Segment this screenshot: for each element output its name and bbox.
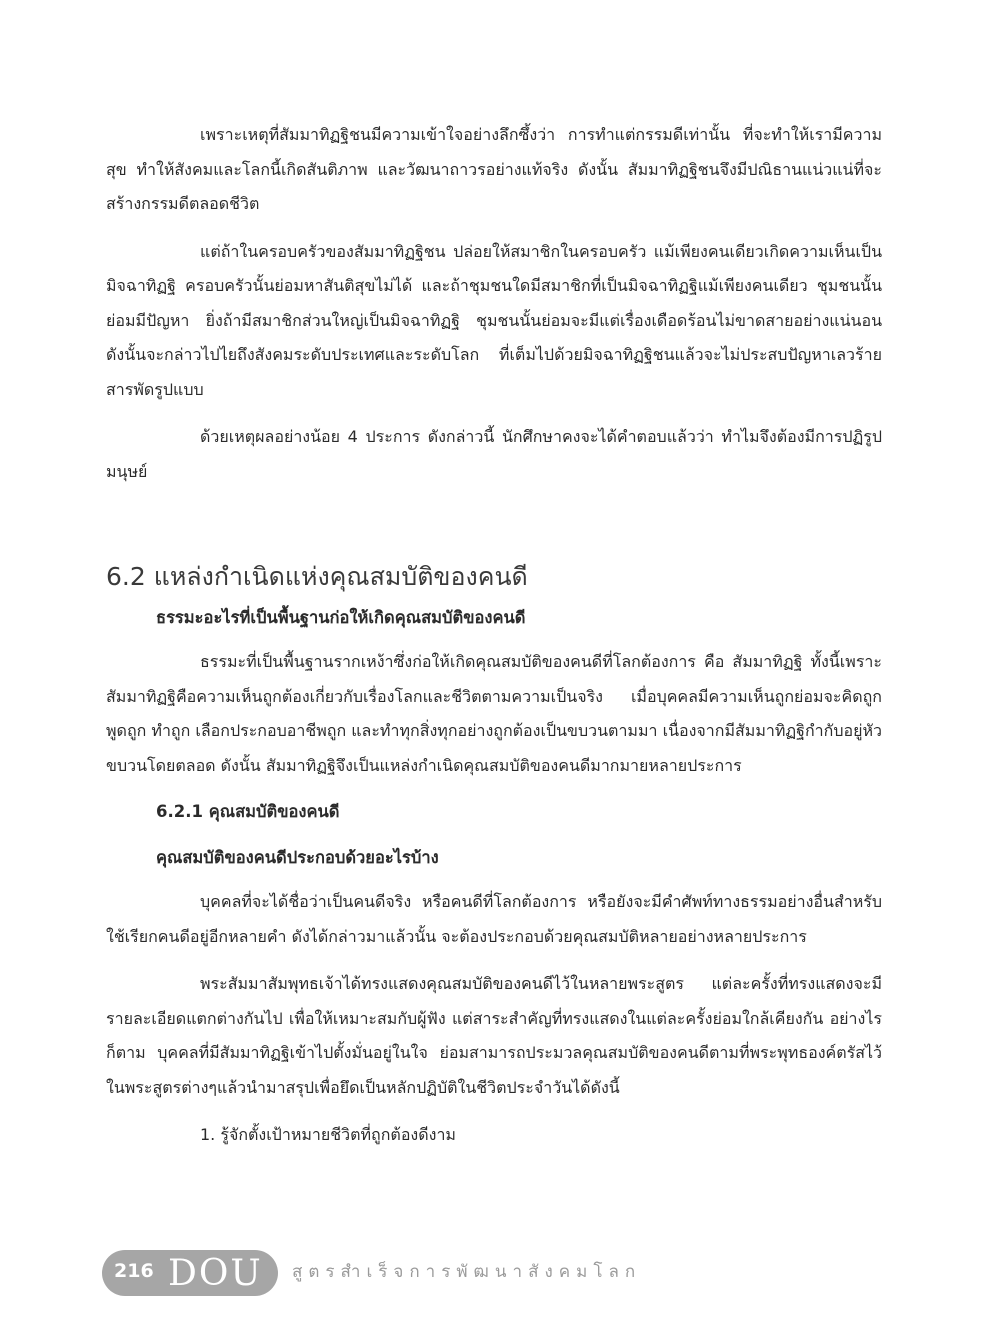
paragraph: ธรรมะที่เป็นพื้นฐานรากเหง้าซึ่งก่อให้เกิดคุณสมบัติของคนดีที่โลกต้องการ คือ สัมมาทิฏฐิ ทั้งนี้เพราะสัมมาทิฏฐิคือความเห็นถูกต้องเกี่ยวกับเรื่องโลกและชีวิตตามความเป็นจริง เมื่อบุคคลมีความเห็นถูกย่อมจะคิดถูก พูดถูก ทำถูก เลือกประกอบอาชีพถูก และทำทุกสิ่งทุกอย่างถูกต้องเป็นขบวนตามมา เนื่องจากมีสัมมาทิฏฐิกำกับอยู่หัวขบวนโดยตลอด ดังนั้น สัมมาทิฏฐิจึงเป็นแหล่งกำเนิดคุณสมบัติของคนดีมากมายหลายประการ [106, 652, 883, 775]
paragraph: บุคคลที่จะได้ชื่อว่าเป็นคนดีจริง หรือคนดีที่โลกต้องการ หรือยังจะมีคำศัพท์ทางธรรมอย่างอื่นสำหรับใช้เรียกคนดีอยู่อีกหลายคำ ดังได้กล่าวมาแล้วนั้น จะต้องประกอบด้วยคุณสมบัติหลายอย่างหลายประการ [106, 892, 882, 946]
footer-badge [102, 1250, 282, 1296]
paragraph: พระสัมมาสัมพุทธเจ้าได้ทรงแสดงคุณสมบัติของคนดีไว้ในหลายพระสูตร แต่ละครั้งที่ทรงแสดงจะมีรายละเอียดแตกต่างกันไป เพื่อให้เหมาะสมกับผู้ฟัง แต่สาระสำคัญที่ทรงแสดงในแต่ละครั้งย่อมใกล้เคียงกัน อย่างไรก็ตาม บุคคลที่มีสัมมาทิฏฐิเข้าไปตั้งมั่นอยู่ในใจ ย่อมสามารถประมวลคุณสมบัติของคนดีตามที่พระพุทธองค์ตรัสไว้ในพระสูตรต่างๆแล้วนำมาสรุปเพื่อยึดเป็นหลักปฏิบัติในชีวิตประจำวันได้ดังนี้ [106, 974, 882, 1097]
paragraph: ด้วยเหตุผลอย่างน้อย 4 ประการ ดังกล่าวนี้ นักศึกษาคงจะได้คำตอบแล้วว่า ทำไมจึงต้องมีการปฏิรูปมนุษย์ [106, 427, 882, 481]
section-title: 6.2 แหล่งกำเนิดแห่งคุณสมบัติของคนดี [106, 562, 528, 591]
subheading: คุณสมบัติของคนดีประกอบด้วยอะไรบ้าง [156, 848, 439, 867]
running-footer-title: สูตรสำเร็จการพัฒนาสังคมโลก [292, 1262, 642, 1282]
paragraph: แต่ถ้าในครอบครัวของสัมมาทิฏฐิชน ปล่อยให้สมาชิกในครอบครัว แม้เพียงคนเดียวเกิดความเห็นเป็นมิจฉาทิฏฐิ ครอบครัวนั้นย่อมหาสันติสุขไม่ได้ และถ้าชุมชนใดมีสมาชิกที่เป็นมิจฉาทิฏฐิแม้เพียงคนเดียว ชุมชนนั้นย่อมมีปัญหา ยิ่งถ้ามีสมาชิกส่วนใหญ่เป็นมิจฉาทิฏฐิ ชุมชนนั้นย่อมจะมีแต่เรื่องเดือดร้อนไม่ขาดสายอย่างแน่นอน ดังนั้นจะกล่าวไปไยถึงสังคมระดับประเทศและระดับโลก ที่เต็มไปด้วยมิจฉาทิฏฐิชนแล้วจะไม่ประสบปัญหาเลวร้ายสารพัดรูปแบบ [106, 241, 882, 399]
page-number: 216 [114, 1260, 154, 1282]
subheading: ธรรมะอะไรที่เป็นพื้นฐานก่อให้เกิดคุณสมบัติของคนดี [156, 608, 526, 627]
subsection-title: 6.2.1 คุณสมบัติของคนดี [156, 802, 340, 821]
page-content [106, 118, 882, 1153]
list-item: 1. รู้จักตั้งเป้าหมายชีวิตที่ถูกต้องดีงาม [200, 1125, 456, 1144]
paragraph: เพราะเหตุที่สัมมาทิฏฐิชนมีความเข้าใจอย่างลึกซึ้งว่า การทำแต่กรรมดีเท่านั้น ที่จะทำให้เรามีความสุข ทำให้สังคมและโลกนี้เกิดสันติภาพ และวัฒนาถาวรอย่างแท้จริง ดังนั้น สัมมาทิฏฐิชนจึงมีปณิธานแน่วแน่ที่จะสร้างกรรมดีตลอดชีวิต [106, 125, 882, 213]
dou-logo: DOU [168, 1253, 263, 1294]
